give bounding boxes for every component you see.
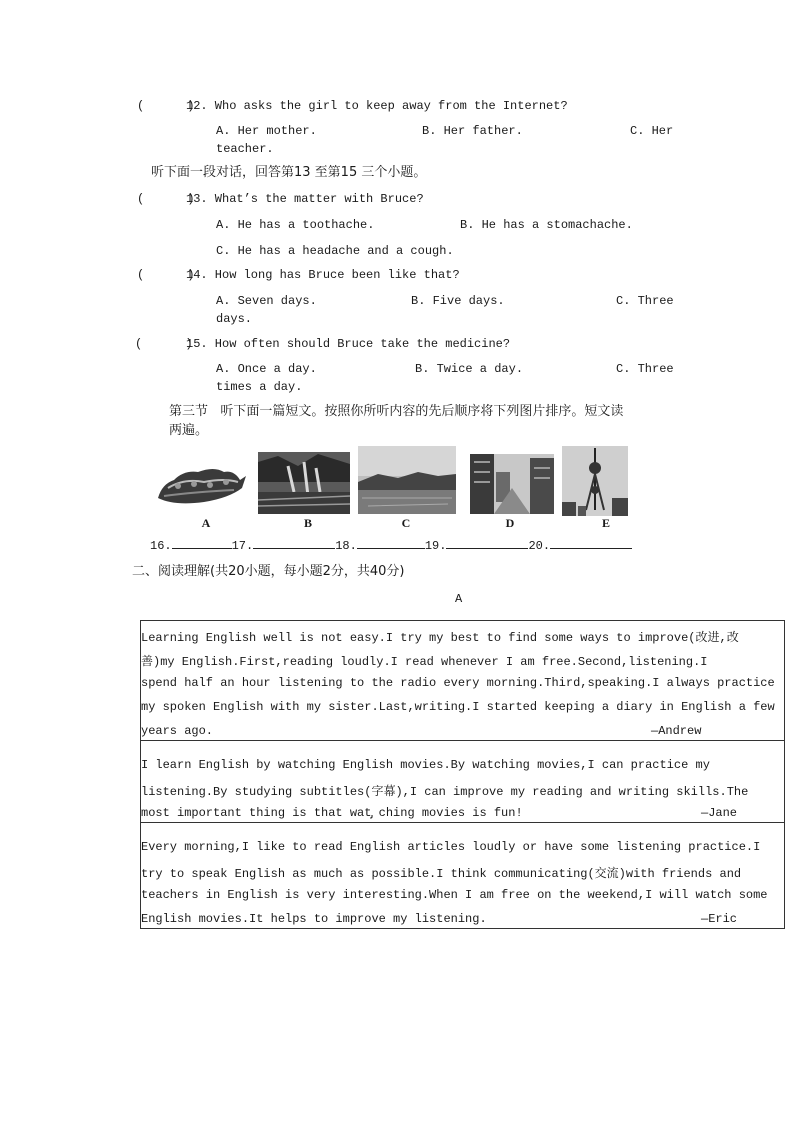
question-15-text: 15. How often should Bruce take the medicine? — [186, 337, 511, 351]
passage-line: 善)my English.First,reading loudly.I read whenever I am free.Second,listening.I — [141, 655, 708, 669]
section3-instruction-line2: 两遍。 — [169, 423, 209, 438]
blank-label-18: 18. — [335, 539, 357, 553]
blank-label-20: 20. — [528, 539, 551, 553]
blank-19[interactable] — [446, 536, 528, 549]
signature-jane: —Jane — [701, 806, 738, 820]
q12-option-c-wrap: teacher. — [216, 142, 274, 156]
signature-eric: —Eric — [701, 912, 738, 926]
passage-line: try to speak English as much as possible.I think communicating(交流)with friends and — [141, 867, 742, 881]
q13-option-a: A. He has a toothache. — [216, 218, 375, 232]
passage-line: listening.By studying subtitles(字幕),I can improve my reading and writing skills.The — [141, 785, 749, 799]
blank-20[interactable] — [550, 536, 632, 549]
blank-18[interactable] — [357, 536, 425, 549]
q12-option-c: C. Her — [630, 124, 674, 138]
passage-line: Every morning,I like to read English articles loudly or have some listening practice.I — [141, 840, 761, 854]
q14-option-c: C. Three — [616, 294, 674, 308]
passage-eric — [141, 822, 784, 928]
answer-paren-13[interactable]: ( ) — [137, 192, 195, 206]
blank-label-19: 19. — [424, 539, 447, 553]
q14-option-b: B. Five days. — [411, 294, 505, 308]
picture-label-a: A — [201, 516, 211, 530]
passage-line: my spoken English with my sister.Last,writing.I started keeping a diary in English a few — [141, 700, 775, 714]
question-13-text: 13. What’s the matter with Bruce? — [186, 192, 424, 206]
q15-option-c-wrap: times a day. — [216, 380, 303, 394]
question-14-text: 14. How long has Bruce been like that? — [186, 268, 460, 282]
passage-jane — [141, 740, 784, 823]
part2-heading: 二、阅读理解(共20小题，每小题2分，共40分) — [132, 564, 405, 579]
picture-label-b: B — [303, 516, 312, 530]
answer-paren-14[interactable]: ( ) — [137, 268, 195, 282]
reading-table — [140, 620, 785, 929]
q14-option-c-wrap: days. — [216, 312, 253, 326]
passage-line: Learning English well is not easy.I try my best to find some ways to improve(改进,改 — [141, 631, 739, 645]
q13-option-c: C. He has a headache and a cough. — [216, 244, 454, 258]
section3-instruction-line1: 第三节 听下面一篇短文。按照你所听内容的先后顺序将下列图片排序。短文读 — [169, 404, 624, 419]
signature-andrew: —Andrew — [651, 724, 702, 738]
picture-b-waterfall — [258, 452, 350, 514]
question-12-text: 12. Who asks the girl to keep away from the Internet? — [186, 99, 568, 113]
picture-a-dragon-boat — [154, 458, 250, 514]
passage-line: English movies.It helps to improve my listening. — [141, 912, 487, 926]
q15-option-a: A. Once a day. — [216, 362, 317, 376]
instruction-13-15: 听下面一段对话，回答第13 至第15 三个小题。 — [151, 165, 427, 180]
picture-row — [150, 446, 650, 536]
passage-line: spend half an hour listening to the radio every morning.Third,speaking.I always practice — [141, 676, 775, 690]
answer-blanks-row — [150, 536, 632, 554]
passage-andrew — [141, 621, 784, 741]
answer-paren-12[interactable]: ( ) — [137, 99, 195, 113]
passage-line: I learn English by watching English movies.By watching movies,I can practice my — [141, 758, 710, 772]
picture-label-c: C — [401, 516, 411, 530]
blank-17[interactable] — [253, 536, 335, 549]
picture-e-tower — [562, 446, 628, 516]
q15-option-b: B. Twice a day. — [415, 362, 524, 376]
picture-d-street — [470, 454, 554, 514]
q15-option-c: C. Three — [616, 362, 674, 376]
picture-c-lake — [358, 446, 456, 514]
q12-option-b: B. Her father. — [422, 124, 523, 138]
q13-option-b: B. He has a stomachache. — [460, 218, 633, 232]
passage-line: teachers in English is very interesting.When I am free on the weekend,I will watch some — [141, 888, 768, 902]
picture-label-d: D — [505, 516, 515, 530]
blank-16[interactable] — [172, 536, 232, 549]
blank-label-16: 16. — [150, 539, 172, 553]
passage-label: A — [455, 592, 463, 606]
passage-line: years ago. — [141, 724, 214, 738]
answer-paren-15[interactable]: ( ) — [135, 337, 193, 351]
picture-label-e: E — [601, 516, 610, 530]
q14-option-a: A. Seven days. — [216, 294, 317, 308]
blank-label-17: 17. — [231, 539, 254, 553]
passage-line: most important thing is that wat̡ ching movies is fun! — [141, 806, 523, 820]
q12-option-a: A. Her mother. — [216, 124, 317, 138]
